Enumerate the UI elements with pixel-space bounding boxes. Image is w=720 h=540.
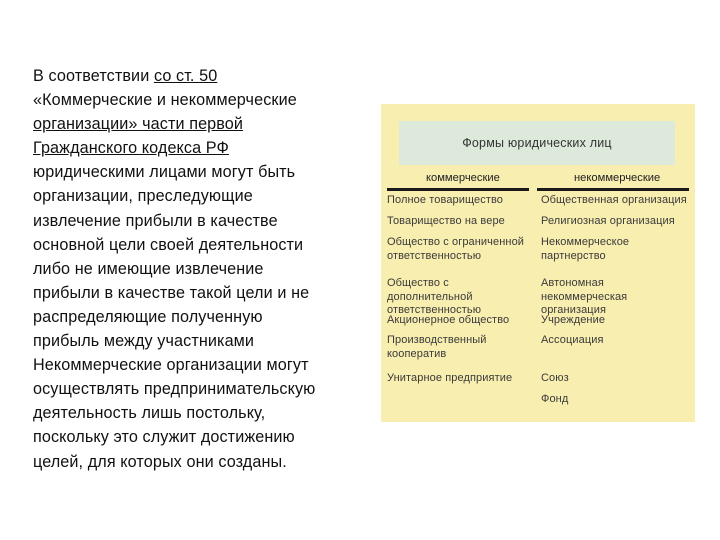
paragraph-line[interactable]: Гражданского кодекса РФ	[33, 139, 229, 158]
body-paragraph	[33, 64, 368, 474]
paragraph-line: юридическими лицами могут быть	[33, 163, 296, 182]
paragraph-line: либо не имеющие извлечение	[33, 259, 264, 278]
paragraph-line: прибыли в качестве такой цели и не	[33, 283, 310, 302]
commercial-form: Общество с ограниченной ответственностью	[387, 236, 525, 262]
paragraph-line: распределяющие полученную	[33, 307, 263, 326]
commercial-form: Акционерное общество	[387, 314, 510, 326]
commercial-form: Полное товарищество	[387, 194, 504, 206]
paragraph-line[interactable]: организации» части первой	[33, 115, 244, 134]
paragraph-line: поскольку это служит достижению	[33, 428, 295, 447]
article-link[interactable]: со ст. 50	[153, 67, 218, 85]
noncommercial-form: Ассоциация	[541, 334, 604, 346]
paragraph-line: основной цели своей деятельности	[33, 235, 304, 254]
paragraph-line: деятельность лишь постольку,	[33, 404, 266, 423]
commercial-form: Унитарное предприятие	[387, 372, 513, 384]
paragraph-text: В соответствии	[33, 67, 154, 85]
header-divider	[537, 188, 689, 191]
paragraph-line: Некоммерческие организации могут	[33, 356, 309, 375]
column-header-noncommercial: некоммерческие	[574, 172, 661, 184]
noncommercial-form: Фонд	[541, 393, 569, 405]
noncommercial-form: Союз	[541, 372, 569, 384]
paragraph-line: осуществлять предпринимательскую	[33, 380, 316, 399]
paragraph-line: организации, преследующие	[33, 187, 253, 206]
paragraph-line	[33, 64, 368, 88]
noncommercial-form: Автономная некоммерческая организация	[541, 277, 628, 316]
column-header-commercial: коммерческие	[426, 172, 500, 184]
noncommercial-form: Общественная организация	[541, 194, 687, 206]
legal-forms-figure	[381, 104, 695, 422]
figure-title: Формы юридических лиц	[462, 136, 612, 150]
paragraph-line: «Коммерческие и некоммерческие	[33, 91, 297, 110]
noncommercial-form: Некоммерческое партнерство	[541, 236, 630, 262]
paragraph-line: прибыль между участниками	[33, 332, 255, 351]
noncommercial-form: Религиозная организация	[541, 215, 675, 227]
header-divider	[387, 188, 529, 191]
noncommercial-form: Учреждение	[541, 314, 606, 326]
figure-title-band	[399, 121, 675, 165]
paragraph-line: целей, для которых они созданы.	[33, 452, 287, 471]
commercial-form: Производственный кооператив	[387, 334, 487, 360]
paragraph-line: извлечение прибыли в качестве	[33, 211, 278, 230]
commercial-form: Общество с дополнительной ответственностью	[387, 277, 482, 316]
commercial-form: Товарищество на вере	[387, 215, 505, 227]
